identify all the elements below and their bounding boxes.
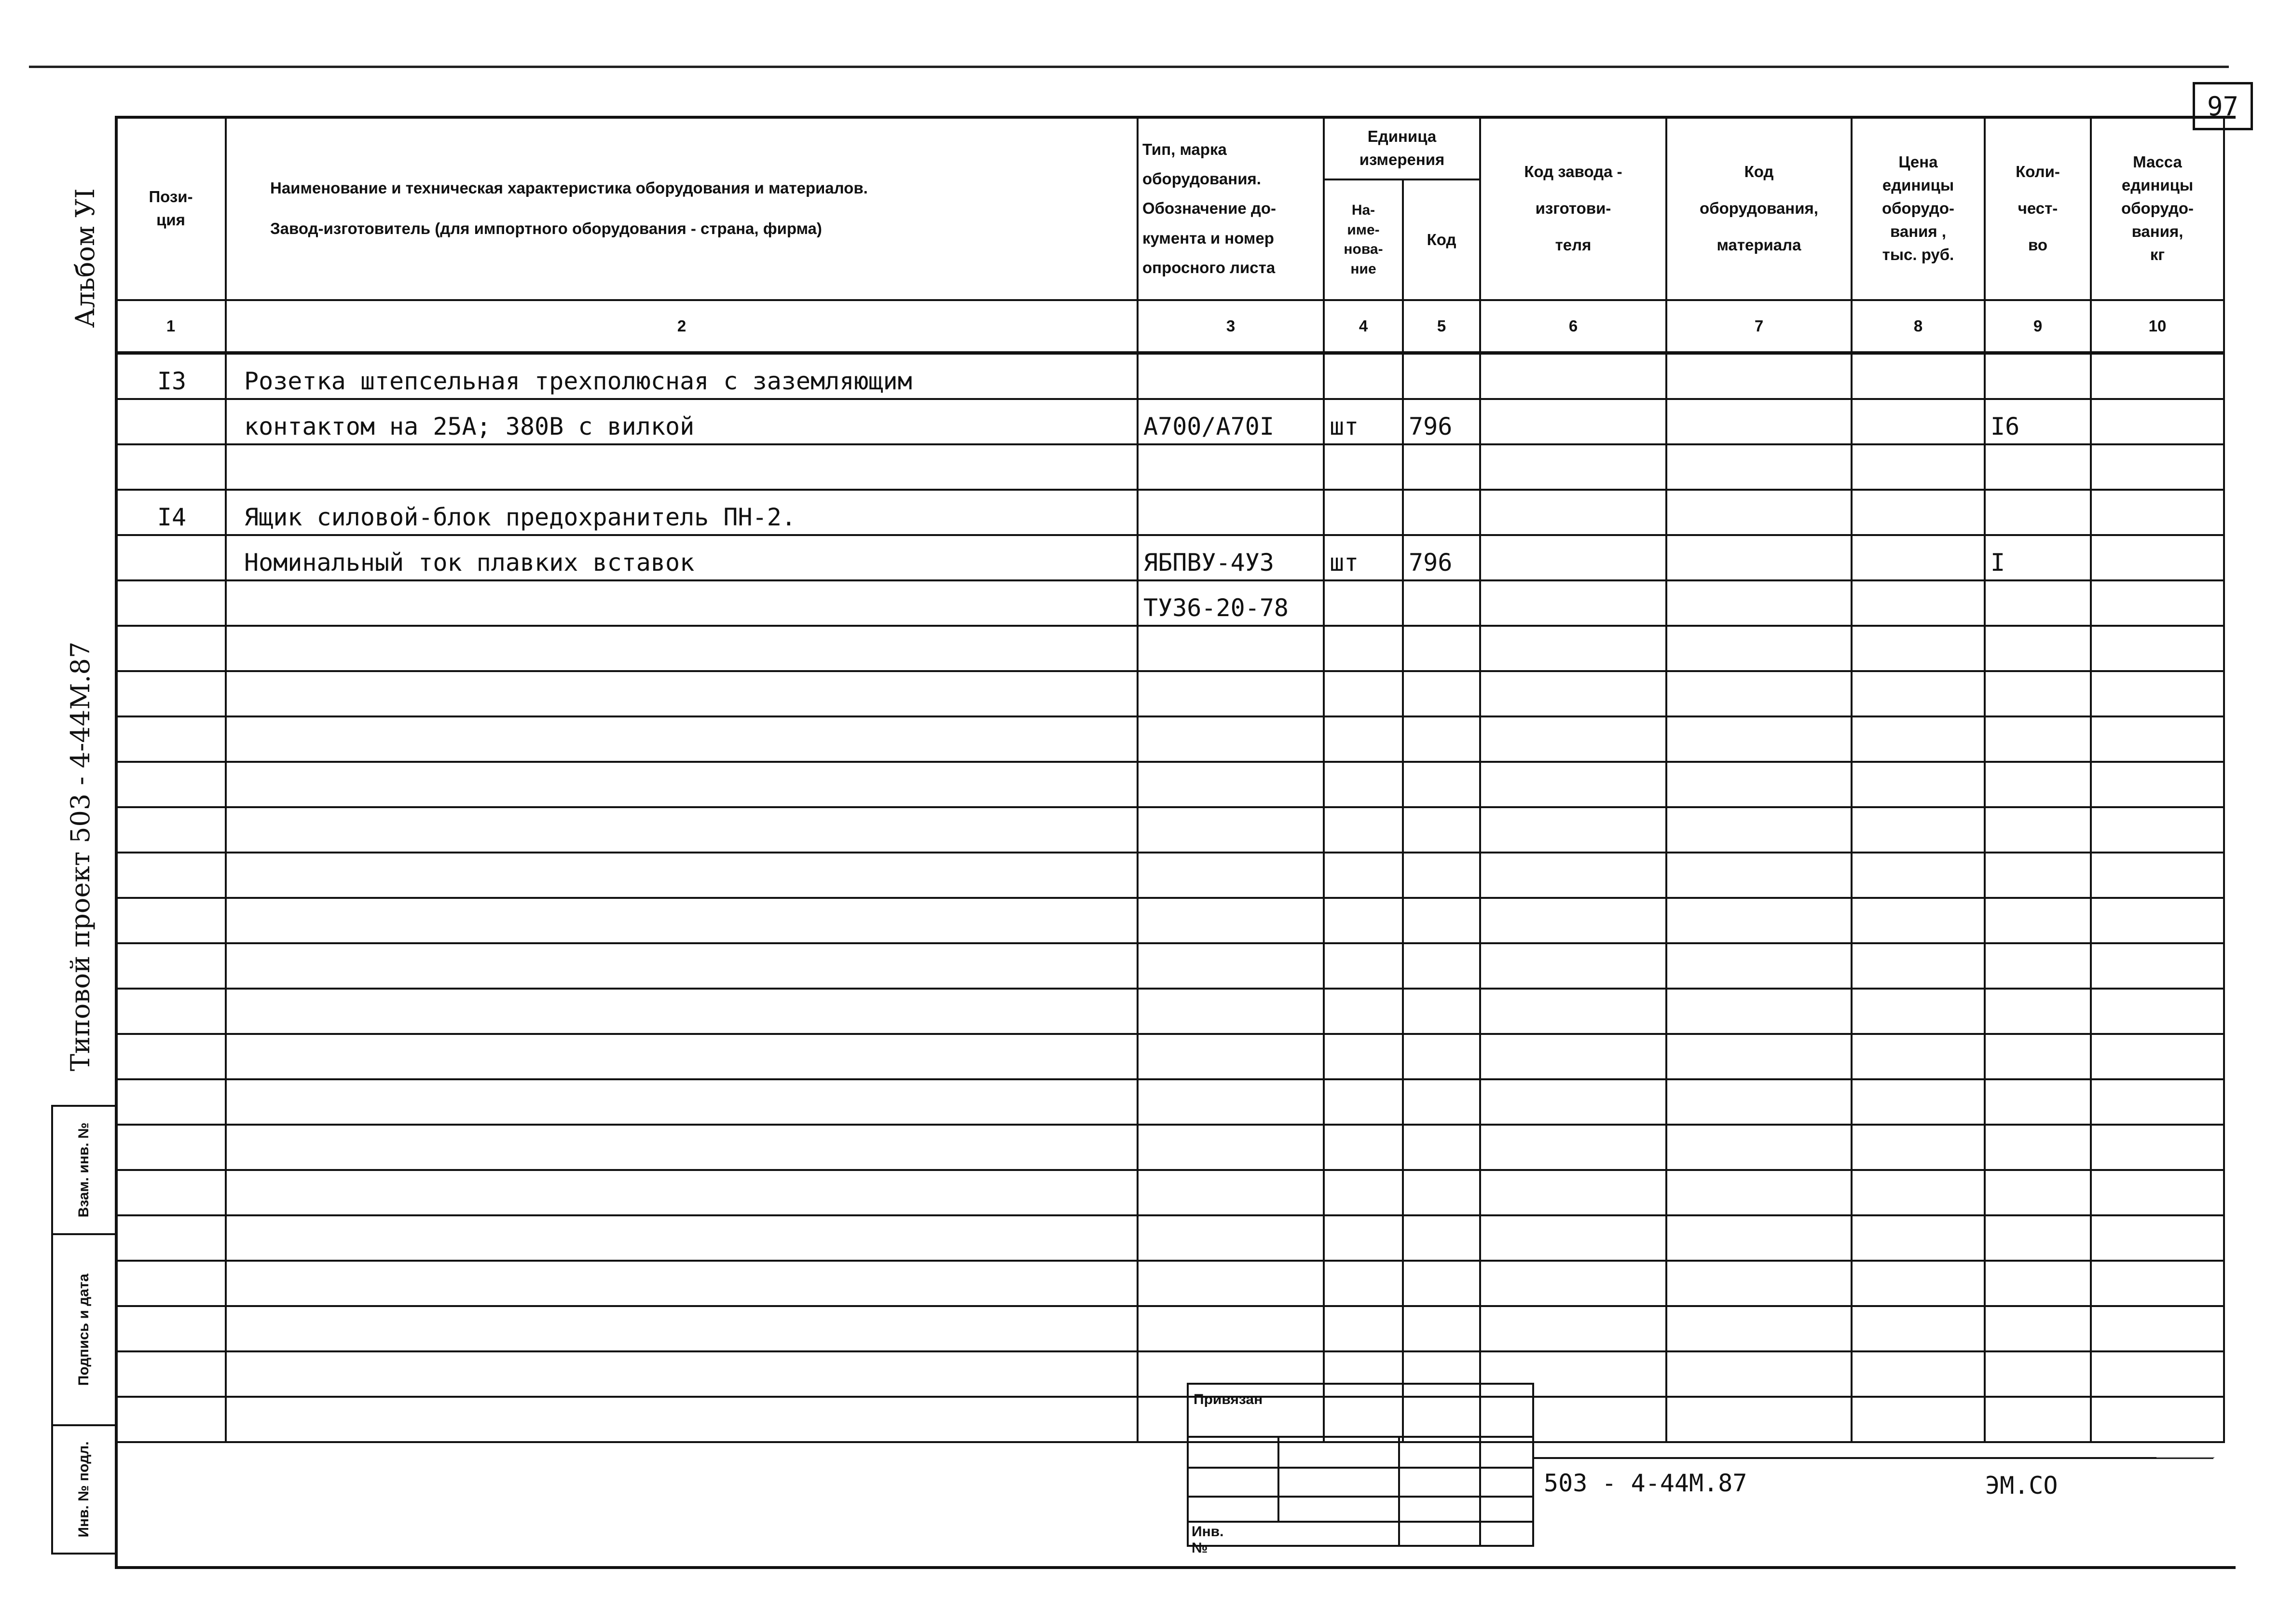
stamp-strip bbox=[51, 1105, 117, 1558]
table-row bbox=[116, 1397, 2224, 1442]
table-cell bbox=[1138, 1125, 1324, 1170]
table-cell bbox=[1403, 1034, 1480, 1079]
table-cell bbox=[226, 580, 1138, 626]
table-row bbox=[116, 762, 2224, 807]
table-cell bbox=[1403, 1261, 1480, 1306]
table-cell bbox=[1324, 1034, 1403, 1079]
table-cell bbox=[1852, 671, 1985, 716]
table-cell bbox=[1403, 898, 1480, 943]
table-cell bbox=[1138, 807, 1324, 853]
table-cell bbox=[1138, 1034, 1324, 1079]
table-cell: I3 bbox=[116, 353, 226, 399]
table-cell bbox=[1403, 353, 1480, 399]
table-cell bbox=[1403, 716, 1480, 762]
table-cell bbox=[1666, 1034, 1852, 1079]
table-cell bbox=[226, 943, 1138, 989]
table-cell bbox=[1666, 399, 1852, 444]
column-number: 10 bbox=[2091, 300, 2224, 353]
header-quantity: Коли- чест- во bbox=[1985, 117, 2091, 300]
table-cell bbox=[1666, 1079, 1852, 1125]
table-cell bbox=[1324, 353, 1403, 399]
table-cell bbox=[1666, 807, 1852, 853]
table-cell bbox=[1324, 1079, 1403, 1125]
table-cell bbox=[2091, 989, 2224, 1034]
table-cell bbox=[1138, 626, 1324, 671]
table-cell bbox=[1852, 1351, 1985, 1397]
table-cell bbox=[1138, 444, 1324, 490]
table-cell bbox=[2091, 353, 2224, 399]
table-cell bbox=[116, 535, 226, 580]
header-name: Наименование и техническая характеристика оборудования и материалов. Завод-изготовитель (для импортного оборудования - страна, фирма) bbox=[226, 117, 1138, 300]
table-cell bbox=[1480, 535, 1666, 580]
table-cell bbox=[1480, 762, 1666, 807]
table-row bbox=[116, 580, 2224, 626]
table-cell bbox=[116, 399, 226, 444]
column-number: 9 bbox=[1985, 300, 2091, 353]
table-cell: контактом на 25А; 380В с вилкой bbox=[226, 399, 1138, 444]
table-row bbox=[116, 535, 2224, 580]
table-cell bbox=[1138, 353, 1324, 399]
table-cell bbox=[1985, 1125, 2091, 1170]
table-cell bbox=[226, 807, 1138, 853]
table-cell bbox=[226, 1306, 1138, 1351]
table-cell bbox=[1985, 762, 2091, 807]
table-cell bbox=[226, 1351, 1138, 1397]
table-cell bbox=[226, 444, 1138, 490]
table-cell bbox=[226, 1079, 1138, 1125]
table-cell bbox=[116, 1351, 226, 1397]
table-cell bbox=[1852, 1261, 1985, 1306]
table-cell bbox=[1324, 898, 1403, 943]
table-cell bbox=[2091, 1079, 2224, 1125]
header-equipment-code: Код оборудования, материала bbox=[1666, 117, 1852, 300]
table-cell bbox=[2091, 898, 2224, 943]
column-number: 2 bbox=[226, 300, 1138, 353]
table-cell bbox=[1324, 807, 1403, 853]
table-row bbox=[116, 490, 2224, 535]
table-cell bbox=[1666, 1125, 1852, 1170]
table-cell bbox=[1666, 580, 1852, 626]
table-cell bbox=[2091, 1351, 2224, 1397]
table-cell: Розетка штепсельная трехполюсная с заземляющим bbox=[226, 353, 1138, 399]
table-cell bbox=[116, 1215, 226, 1261]
table-cell bbox=[1985, 671, 2091, 716]
column-number: 8 bbox=[1852, 300, 1985, 353]
document-code: 503 - 4-44М.87 bbox=[1544, 1469, 1747, 1497]
table-cell bbox=[1666, 762, 1852, 807]
table-cell bbox=[226, 989, 1138, 1034]
header-type: Тип, марка оборудования. Обозначение до- кумента и номер опросного листа bbox=[1138, 117, 1324, 300]
code-line bbox=[1533, 1457, 2213, 1459]
table-cell bbox=[1403, 626, 1480, 671]
page-number: 97 bbox=[2193, 82, 2253, 130]
table-cell bbox=[1666, 1261, 1852, 1306]
table-cell bbox=[1480, 1079, 1666, 1125]
table-cell: I bbox=[1985, 535, 2091, 580]
table-cell bbox=[116, 1261, 226, 1306]
table-cell bbox=[116, 671, 226, 716]
table-cell bbox=[116, 807, 226, 853]
table-cell bbox=[1480, 989, 1666, 1034]
table-cell bbox=[1852, 1397, 1985, 1442]
table-cell bbox=[1666, 989, 1852, 1034]
table-cell bbox=[1852, 943, 1985, 989]
table-cell bbox=[1852, 989, 1985, 1034]
table-cell bbox=[116, 1034, 226, 1079]
table-cell bbox=[1480, 399, 1666, 444]
table-cell bbox=[2091, 943, 2224, 989]
table-cell bbox=[1403, 580, 1480, 626]
table-cell bbox=[1403, 762, 1480, 807]
table-cell bbox=[1138, 1079, 1324, 1125]
table-cell bbox=[1480, 490, 1666, 535]
table-cell bbox=[1138, 762, 1324, 807]
table-cell: шт bbox=[1324, 399, 1403, 444]
table-cell bbox=[1324, 490, 1403, 535]
table-cell bbox=[1666, 1397, 1852, 1442]
table-cell bbox=[1324, 626, 1403, 671]
table-cell bbox=[226, 1397, 1138, 1442]
album-label: Альбом УI bbox=[70, 188, 100, 328]
table-cell bbox=[226, 1170, 1138, 1215]
table-cell bbox=[1666, 943, 1852, 989]
table-cell bbox=[116, 1306, 226, 1351]
table-cell bbox=[2091, 762, 2224, 807]
table-cell bbox=[1852, 1079, 1985, 1125]
table-cell bbox=[1666, 490, 1852, 535]
table-cell bbox=[226, 1215, 1138, 1261]
table-row bbox=[116, 1351, 2224, 1397]
table-cell bbox=[1985, 1261, 2091, 1306]
table-row bbox=[116, 1125, 2224, 1170]
table-cell bbox=[1480, 1034, 1666, 1079]
table-cell bbox=[1480, 1306, 1666, 1351]
table-cell bbox=[226, 626, 1138, 671]
table-cell bbox=[1985, 1170, 2091, 1215]
table-cell bbox=[1138, 490, 1324, 535]
table-cell bbox=[1985, 580, 2091, 626]
table-cell bbox=[116, 1079, 226, 1125]
table-cell bbox=[1852, 353, 1985, 399]
table-cell bbox=[1403, 1125, 1480, 1170]
table-row bbox=[116, 807, 2224, 853]
table-cell bbox=[1480, 1125, 1666, 1170]
table-cell bbox=[1852, 399, 1985, 444]
table-cell bbox=[116, 943, 226, 989]
table-row bbox=[116, 1215, 2224, 1261]
table-cell bbox=[2091, 671, 2224, 716]
table-cell bbox=[226, 853, 1138, 898]
table-cell bbox=[1480, 626, 1666, 671]
top-border-line bbox=[29, 66, 2229, 68]
table-cell bbox=[1985, 1351, 2091, 1397]
table-cell bbox=[1985, 1215, 2091, 1261]
table-cell bbox=[1852, 762, 1985, 807]
table-cell bbox=[226, 1125, 1138, 1170]
stamp-inv: Инв. № подл. bbox=[51, 1424, 117, 1555]
table-cell bbox=[2091, 580, 2224, 626]
table-cell bbox=[2091, 1397, 2224, 1442]
table-cell bbox=[1666, 898, 1852, 943]
table-cell: I4 bbox=[116, 490, 226, 535]
table-cell bbox=[1403, 853, 1480, 898]
table-cell bbox=[2091, 399, 2224, 444]
table-cell bbox=[2091, 1215, 2224, 1261]
column-number: 1 bbox=[116, 300, 226, 353]
table-cell bbox=[2091, 1261, 2224, 1306]
table-cell bbox=[116, 626, 226, 671]
table-cell: Ящик силовой-блок предохранитель ПН-2. bbox=[226, 490, 1138, 535]
table-cell bbox=[1324, 444, 1403, 490]
table-cell bbox=[1852, 490, 1985, 535]
header-factory-code: Код завода - изготови- теля bbox=[1480, 117, 1666, 300]
table-row bbox=[116, 626, 2224, 671]
table-row bbox=[116, 1034, 2224, 1079]
table-cell bbox=[1985, 626, 2091, 671]
table-cell bbox=[116, 716, 226, 762]
table-cell bbox=[1985, 989, 2091, 1034]
table-cell bbox=[1403, 671, 1480, 716]
specification-table bbox=[115, 116, 2225, 1443]
table-cell bbox=[1666, 1351, 1852, 1397]
table-cell bbox=[1138, 853, 1324, 898]
table-row bbox=[116, 943, 2224, 989]
header-unit-name: На- име- нова- ние bbox=[1324, 179, 1403, 300]
table-cell bbox=[2091, 1125, 2224, 1170]
table-cell: А700/А70I bbox=[1138, 399, 1324, 444]
table-cell bbox=[1852, 626, 1985, 671]
table-cell bbox=[1403, 1215, 1480, 1261]
table-cell bbox=[1324, 853, 1403, 898]
table-cell bbox=[1852, 716, 1985, 762]
table-cell bbox=[1852, 1306, 1985, 1351]
project-label: Типовой проект 503 - 4-44М.87 bbox=[65, 641, 96, 1072]
table-cell bbox=[1480, 898, 1666, 943]
table-cell bbox=[1138, 943, 1324, 989]
table-cell bbox=[1666, 1215, 1852, 1261]
table-cell bbox=[1666, 444, 1852, 490]
table-cell bbox=[1985, 943, 2091, 989]
table-cell bbox=[1324, 716, 1403, 762]
table-cell bbox=[1480, 716, 1666, 762]
table-cell bbox=[1324, 1170, 1403, 1215]
table-row bbox=[116, 353, 2224, 399]
table-cell bbox=[1985, 807, 2091, 853]
table-cell bbox=[2091, 490, 2224, 535]
table-cell: 796 bbox=[1403, 399, 1480, 444]
table-cell bbox=[1666, 853, 1852, 898]
table-cell bbox=[1138, 1261, 1324, 1306]
table-cell bbox=[1666, 671, 1852, 716]
table-cell bbox=[226, 671, 1138, 716]
table-cell bbox=[1480, 580, 1666, 626]
table-cell bbox=[1480, 1261, 1666, 1306]
table-cell bbox=[1324, 671, 1403, 716]
header-unit: Единица измерения bbox=[1324, 117, 1480, 179]
table-cell bbox=[1852, 580, 1985, 626]
column-number: 3 bbox=[1138, 300, 1324, 353]
table-cell: I6 bbox=[1985, 399, 2091, 444]
table-cell bbox=[116, 898, 226, 943]
table-cell bbox=[1480, 943, 1666, 989]
table-row bbox=[116, 716, 2224, 762]
table-row bbox=[116, 444, 2224, 490]
table-cell bbox=[1403, 1079, 1480, 1125]
table-cell bbox=[1324, 1261, 1403, 1306]
table-cell bbox=[1324, 1306, 1403, 1351]
header-position: Пози- ция bbox=[116, 117, 226, 300]
table-cell bbox=[1138, 989, 1324, 1034]
table-cell bbox=[1852, 535, 1985, 580]
table-cell bbox=[1985, 1034, 2091, 1079]
table-cell bbox=[1324, 762, 1403, 807]
table-cell bbox=[1666, 535, 1852, 580]
table-cell bbox=[1852, 1170, 1985, 1215]
table-cell bbox=[116, 762, 226, 807]
table-cell bbox=[226, 1034, 1138, 1079]
table-cell bbox=[1480, 353, 1666, 399]
table-cell bbox=[1324, 943, 1403, 989]
table-cell bbox=[1852, 1125, 1985, 1170]
column-number: 7 bbox=[1666, 300, 1852, 353]
table-cell bbox=[1403, 1306, 1480, 1351]
table-cell bbox=[1985, 444, 2091, 490]
table-cell bbox=[1480, 853, 1666, 898]
table-cell: Номинальный ток плавких вставок bbox=[226, 535, 1138, 580]
header-mass: Масса единицы оборудо- вания, кг bbox=[2091, 117, 2224, 300]
stamp-vzam: Взам. инв. № bbox=[51, 1105, 117, 1235]
table-cell bbox=[1852, 1034, 1985, 1079]
table-cell bbox=[1985, 353, 2091, 399]
table-cell bbox=[2091, 444, 2224, 490]
table-cell bbox=[2091, 716, 2224, 762]
table-cell bbox=[2091, 853, 2224, 898]
table-cell bbox=[1480, 1215, 1666, 1261]
table-cell bbox=[1403, 490, 1480, 535]
table-cell bbox=[1403, 807, 1480, 853]
header-price: Цена единицы оборудо- вания , тыс. руб. bbox=[1852, 117, 1985, 300]
table-cell bbox=[116, 989, 226, 1034]
table-cell bbox=[1480, 671, 1666, 716]
table-row bbox=[116, 1261, 2224, 1306]
table-cell: ЯБПВУ-4УЗ bbox=[1138, 535, 1324, 580]
table-cell bbox=[2091, 1034, 2224, 1079]
table-cell bbox=[1852, 1215, 1985, 1261]
table-cell bbox=[116, 1397, 226, 1442]
table-cell bbox=[1403, 989, 1480, 1034]
table-cell bbox=[1403, 1170, 1480, 1215]
table-cell: ТУ36-20-78 bbox=[1138, 580, 1324, 626]
table-cell bbox=[1852, 444, 1985, 490]
table-cell bbox=[1138, 716, 1324, 762]
table-cell bbox=[1480, 807, 1666, 853]
table-row bbox=[116, 1079, 2224, 1125]
table-cell bbox=[226, 1261, 1138, 1306]
table-cell: шт bbox=[1324, 535, 1403, 580]
table-cell: 796 bbox=[1403, 535, 1480, 580]
table-cell bbox=[116, 1125, 226, 1170]
table-cell bbox=[1403, 943, 1480, 989]
table-cell bbox=[226, 716, 1138, 762]
sheet-number-box bbox=[2156, 1457, 2214, 1486]
table-cell bbox=[1138, 1306, 1324, 1351]
header-unit-code: Код bbox=[1403, 179, 1480, 300]
table-cell bbox=[1138, 671, 1324, 716]
table-cell bbox=[1324, 1125, 1403, 1170]
table-cell bbox=[1324, 1215, 1403, 1261]
table-cell bbox=[2091, 626, 2224, 671]
table-cell bbox=[1985, 1306, 2091, 1351]
table-cell bbox=[1985, 1079, 2091, 1125]
column-number: 6 bbox=[1480, 300, 1666, 353]
table-row bbox=[116, 1306, 2224, 1351]
table-cell bbox=[1138, 1170, 1324, 1215]
table-cell bbox=[226, 898, 1138, 943]
column-number: 5 bbox=[1403, 300, 1480, 353]
table-cell bbox=[116, 444, 226, 490]
table-cell bbox=[1666, 716, 1852, 762]
table-cell bbox=[2091, 807, 2224, 853]
table-cell bbox=[116, 580, 226, 626]
table-cell bbox=[1666, 626, 1852, 671]
table-cell bbox=[1985, 898, 2091, 943]
table-row bbox=[116, 898, 2224, 943]
table-row bbox=[116, 1170, 2224, 1215]
table-cell bbox=[2091, 535, 2224, 580]
table-cell bbox=[116, 1170, 226, 1215]
table-cell bbox=[1852, 898, 1985, 943]
sheet-code: ЭМ.СО bbox=[1985, 1472, 2058, 1500]
table-cell bbox=[1324, 989, 1403, 1034]
privyazan-label: Привязан bbox=[1194, 1391, 1263, 1407]
table-row bbox=[116, 989, 2224, 1034]
table-cell bbox=[1138, 1215, 1324, 1261]
table-cell bbox=[1852, 807, 1985, 853]
table-cell bbox=[1480, 1170, 1666, 1215]
table-cell bbox=[1985, 716, 2091, 762]
table-cell bbox=[1985, 853, 2091, 898]
table-cell bbox=[2091, 1170, 2224, 1215]
table-cell bbox=[2091, 1306, 2224, 1351]
column-number-row bbox=[116, 300, 2224, 353]
table-cell bbox=[1852, 853, 1985, 898]
table-cell bbox=[1985, 1397, 2091, 1442]
column-number: 4 bbox=[1324, 300, 1403, 353]
table-cell bbox=[116, 853, 226, 898]
table-cell bbox=[1666, 353, 1852, 399]
table-cell bbox=[1985, 490, 2091, 535]
inv-label: Инв. № bbox=[1192, 1524, 1224, 1556]
table-row bbox=[116, 853, 2224, 898]
table-cell bbox=[1480, 444, 1666, 490]
table-cell bbox=[1666, 1170, 1852, 1215]
table-cell bbox=[1403, 444, 1480, 490]
table-cell bbox=[1324, 580, 1403, 626]
table-cell bbox=[1138, 898, 1324, 943]
table-cell bbox=[226, 762, 1138, 807]
stamp-podpis: Подпись и дата bbox=[51, 1233, 117, 1426]
table-row bbox=[116, 671, 2224, 716]
table-row bbox=[116, 399, 2224, 444]
table-cell bbox=[1666, 1306, 1852, 1351]
